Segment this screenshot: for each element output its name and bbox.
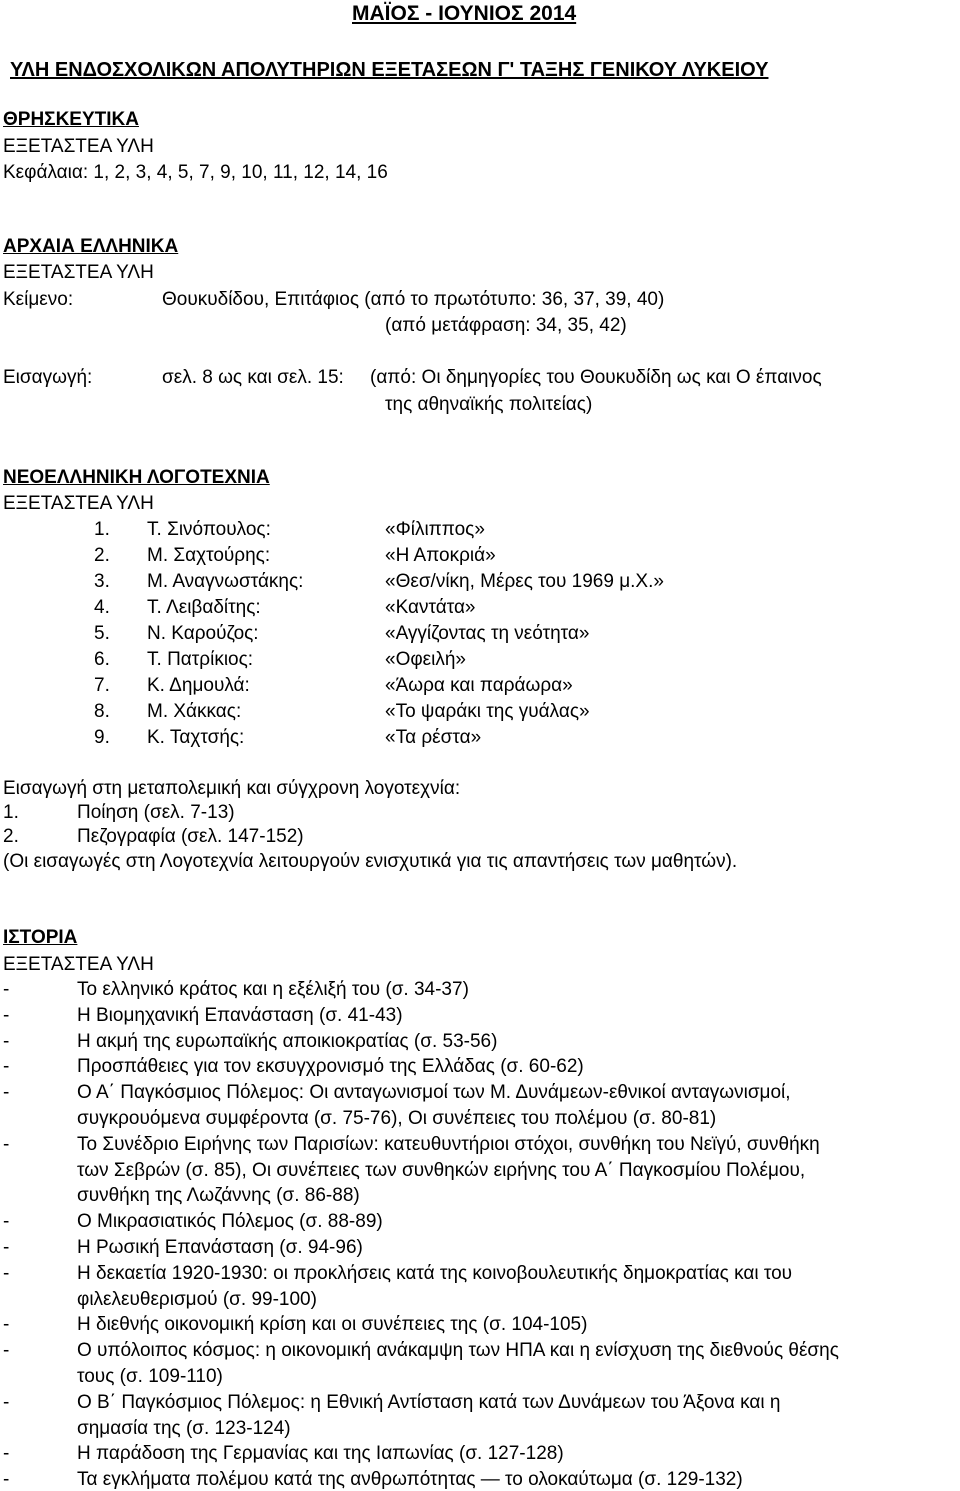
list-bullet: - xyxy=(3,1005,10,1026)
list-item-number: 7. xyxy=(94,675,110,696)
list-item-author: Τ. Λειβαδίτης: xyxy=(147,597,261,618)
list-bullet: - xyxy=(3,1392,10,1413)
list-item: Ο υπόλοιπος κόσμος: η οικονομική ανάκαμψη των ΗΠΑ και η ενίσχυση της διεθνούς θέσης xyxy=(77,1340,839,1361)
literature-intro-title: Εισαγωγή στη μεταπολεμική και σύγχρονη λογοτεχνία: xyxy=(3,778,461,799)
literature-note: (Οι εισαγωγές στη Λογοτεχνία λειτουργούν ενισχυτικά για τις απαντήσεις των μαθητών). xyxy=(3,851,738,872)
list-item-author: Κ. Ταχτσής: xyxy=(147,727,245,748)
list-bullet: - xyxy=(3,1237,10,1258)
list-item-author: Μ. Σαχτούρης: xyxy=(147,545,271,566)
list-item-work: «Αγγίζοντας τη νεότητα» xyxy=(385,623,590,644)
ancient-intro-pages: σελ. 8 ως και σελ. 15: xyxy=(162,367,344,388)
list-bullet: - xyxy=(3,1469,10,1490)
list-bullet: - xyxy=(3,1340,10,1361)
list-item-number: 3. xyxy=(94,571,110,592)
list-item-work: «Τα ρέστα» xyxy=(385,727,482,748)
ancient-intro-line1: (από: Οι δημηγορίες του Θουκυδίδη ως και Ο έπαινος xyxy=(370,367,822,388)
list-item-author: Ν. Καρούζος: xyxy=(147,623,259,644)
list-item-work: «Το ψαράκι της γυάλας» xyxy=(385,701,590,722)
list-item: Ο Β΄ Παγκόσμιος Πόλεμος: η Εθνική Αντίσταση κατά των Δυνάμεων του Άξονα και η xyxy=(77,1392,781,1413)
history-subtitle: ΕΞΕΤΑΣΤΕΑ ΥΛΗ xyxy=(3,954,154,975)
literature-intro-item: Πεζογραφία (σελ. 147-152) xyxy=(77,826,304,847)
list-item: Προσπάθειες για τον εκσυγχρονισμό της Ελλάδας (σ. 60-62) xyxy=(77,1056,584,1077)
literature-heading: ΝΕΟΕΛΛΗΝΙΚΗ ΛΟΓΟΤΕΧΝΙΑ xyxy=(3,467,270,488)
literature-intro-item: Ποίηση (σελ. 7-13) xyxy=(77,802,235,823)
list-item-number: 4. xyxy=(94,597,110,618)
list-item: Η δεκαετία 1920-1930: οι προκλήσεις κατά της κοινοβουλευτικής δημοκρατίας και του xyxy=(77,1263,793,1284)
list-item-work: «Καντάτα» xyxy=(385,597,476,618)
ancient-intro-label: Εισαγωγή: xyxy=(3,367,93,388)
ancient-intro-line2: της αθηναϊκής πολιτείας) xyxy=(385,394,593,415)
list-item-author: Τ. Σινόπουλος: xyxy=(147,519,271,540)
list-item: Η Βιομηχανική Επανάσταση (σ. 41-43) xyxy=(77,1005,403,1026)
list-item: Το Συνέδριο Ειρήνης των Παρισίων: κατευθυντήριοι στόχοι, συνθήκη του Νεϊγύ, συνθήκη xyxy=(77,1134,820,1155)
religion-chapters: Κεφάλαια: 1, 2, 3, 4, 5, 7, 9, 10, 11, 12, 14, 16 xyxy=(3,162,388,183)
religion-subtitle: ΕΞΕΤΑΣΤΕΑ ΥΛΗ xyxy=(3,136,154,157)
list-item-author: Κ. Δημουλά: xyxy=(147,675,250,696)
list-item: συνθήκη της Λωζάννης (σ. 86-88) xyxy=(77,1185,360,1206)
list-bullet: - xyxy=(3,1443,10,1464)
literature-intro-item-number: 2. xyxy=(3,826,19,847)
list-item-author: Τ. Πατρίκιος: xyxy=(147,649,254,670)
list-item-work: «Οφειλή» xyxy=(385,649,466,670)
list-item-author: Μ. Χάκκας: xyxy=(147,701,242,722)
list-bullet: - xyxy=(3,1263,10,1284)
list-item: φιλελευθερισμού (σ. 99-100) xyxy=(77,1289,317,1310)
ancient-text-line2: (από μετάφραση: 34, 35, 42) xyxy=(385,315,627,336)
document-date: ΜΑΪΟΣ - ΙΟΥΝΙΟΣ 2014 xyxy=(352,2,577,25)
list-item: Η Ρωσική Επανάσταση (σ. 94-96) xyxy=(77,1237,363,1258)
list-item: Ο Α΄ Παγκόσμιος Πόλεμος: Οι ανταγωνισμοί των Μ. Δυνάμεων-εθνικοί ανταγωνισμοί, xyxy=(77,1082,791,1103)
list-item: Το ελληνικό κράτος και η εξέλιξή του (σ. 34-37) xyxy=(77,979,469,1000)
list-item-work: «Θεσ/νίκη, Μέρες του 1969 μ.Χ.» xyxy=(385,571,664,592)
list-bullet: - xyxy=(3,1211,10,1232)
list-item: Η διεθνής οικονομική κρίση και οι συνέπειες της (σ. 104-105) xyxy=(77,1314,588,1335)
list-bullet: - xyxy=(3,1082,10,1103)
list-item-number: 1. xyxy=(94,519,110,540)
ancient-text-line1: Θουκυδίδου, Επιτάφιος (από το πρωτότυπο: 36, 37, 39, 40) xyxy=(162,289,665,310)
list-item-author: Μ. Αναγνωστάκης: xyxy=(147,571,304,592)
ancient-heading: ΑΡΧΑΙΑ ΕΛΛΗΝΙΚΑ xyxy=(3,236,179,257)
list-bullet: - xyxy=(3,979,10,1000)
list-item-number: 9. xyxy=(94,727,110,748)
list-item-number: 8. xyxy=(94,701,110,722)
list-item: Η παράδοση της Γερμανίας και της Ιαπωνίας (σ. 127-128) xyxy=(77,1443,564,1464)
list-item-number: 2. xyxy=(94,545,110,566)
list-item-number: 6. xyxy=(94,649,110,670)
list-item: τους (σ. 109-110) xyxy=(77,1366,223,1387)
list-item-number: 5. xyxy=(94,623,110,644)
literature-intro-item-number: 1. xyxy=(3,802,19,823)
list-item-work: «Η Αποκριά» xyxy=(385,545,496,566)
list-item: σημασία της (σ. 123-124) xyxy=(77,1418,291,1439)
list-bullet: - xyxy=(3,1134,10,1155)
list-item: Ο Μικρασιατικός Πόλεμος (σ. 88-89) xyxy=(77,1211,383,1232)
list-item: Η ακμή της ευρωπαϊκής αποικιοκρατίας (σ. 53-56) xyxy=(77,1031,498,1052)
list-bullet: - xyxy=(3,1314,10,1335)
document-title: ΥΛΗ ΕΝΔΟΣΧΟΛΙΚΩΝ ΑΠΟΛΥΤΗΡΙΩΝ ΕΞΕΤΑΣΕΩΝ Γ' ΤΑΞΗΣ ΓΕΝΙΚΟΥ ΛΥΚΕΙΟΥ xyxy=(10,59,769,81)
list-item: συγκρουόμενα συμφέροντα (σ. 75-76), Οι συνέπειες του πολέμου (σ. 80-81) xyxy=(77,1108,717,1129)
ancient-text-label: Κείμενο: xyxy=(3,289,74,310)
list-bullet: - xyxy=(3,1031,10,1052)
history-heading: ΙΣΤΟΡΙΑ xyxy=(3,927,78,948)
list-item: Τα εγκλήματα πολέμου κατά της ανθρωπότητας — το ολοκαύτωμα (σ. 129-132) xyxy=(77,1469,743,1490)
list-item: των Σεβρών (σ. 85), Οι συνέπειες των συνθηκών ειρήνης του Α΄ Παγκοσμίου Πολέμου, xyxy=(77,1160,806,1181)
list-item-work: «Άωρα και παράωρα» xyxy=(385,675,573,696)
literature-subtitle: ΕΞΕΤΑΣΤΕΑ ΥΛΗ xyxy=(3,493,154,514)
religion-heading: ΘΡΗΣΚΕΥΤΙΚΑ xyxy=(3,109,139,130)
list-item-work: «Φίλιππος» xyxy=(385,519,485,540)
list-bullet: - xyxy=(3,1056,10,1077)
ancient-subtitle: ΕΞΕΤΑΣΤΕΑ ΥΛΗ xyxy=(3,262,154,283)
